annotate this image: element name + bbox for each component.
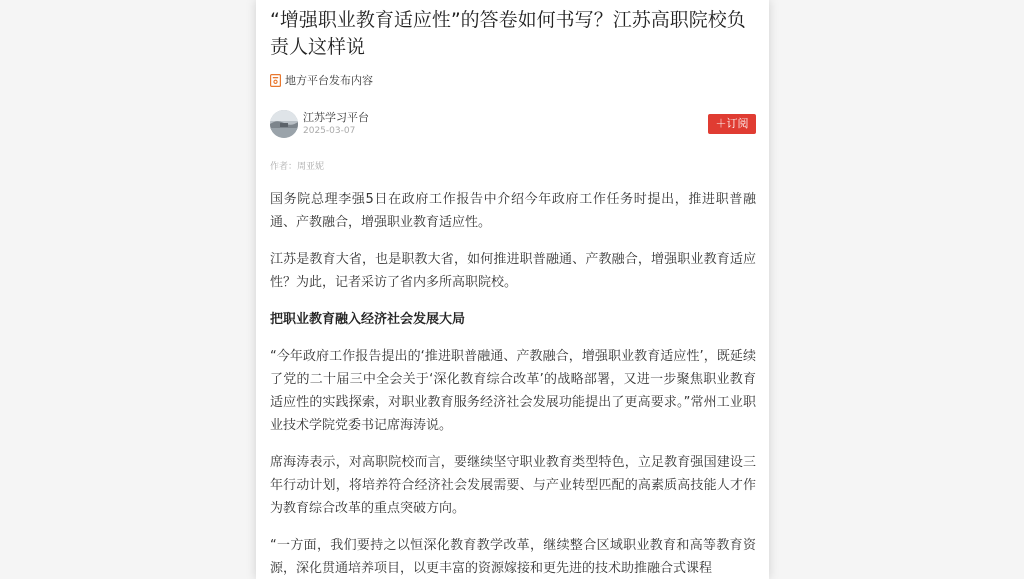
article-page [256,0,769,579]
publisher-row [270,110,756,140]
paragraph: 国务院总理李强5日在政府工作报告中介绍今年政府工作任务时提出，推进职普融通、产教融合，增强职业教育适应性。 [270,192,756,230]
source-tag-label: 地方平台发布内容 [285,74,373,87]
paragraph: “今年政府工作报告提出的‘推进职普融通、产教融合，增强职业教育适应性’，既延续了党的二十届三中全会关于‘深化教育综合改革’的战略部署，又进一步聚焦职业教育适应性的实践探索，对职业教育服务经济社会发展功能提出了更高要求。”常州工业职业技术学院党委书记席海涛说。 [270,349,756,433]
avatar-image [270,110,298,138]
paragraph: “一方面，我们要持之以恒深化教育教学改革，继续整合区域职业教育和高等教育资源，深化贯通培养项目，以更丰富的资源嫁接和更先进的技术助推融合式课程 [270,538,756,576]
paragraph: 席海涛表示，对高职院校而言，要继续坚守职业教育类型特色，立足教育强国建设三年行动计划，将培养符合经济社会发展需要、与产业转型匹配的高素质高技能人才作为教育综合改革的重点突破方向。 [270,455,756,516]
document-tag-icon [270,74,281,87]
subscribe-button[interactable]: ＋订阅 [708,114,756,134]
article-title: “增强职业教育适应性”的答卷如何书写？江苏高职院校负责人这样说 [270,9,746,58]
publish-date: 2025-03-07 [303,126,356,136]
publisher-name[interactable]: 江苏学习平台 [303,111,369,124]
article-body [270,188,756,579]
author-byline: 作者：周亚妮 [270,162,325,172]
paragraph: 江苏是教育大省，也是职教大省，如何推进职普融通、产教融合，增强职业教育适应性？为此，记者采访了省内多所高职院校。 [270,252,756,290]
source-tag [270,72,373,88]
section-heading: 把职业教育融入经济社会发展大局 [270,312,466,327]
publisher-avatar[interactable] [270,110,298,138]
